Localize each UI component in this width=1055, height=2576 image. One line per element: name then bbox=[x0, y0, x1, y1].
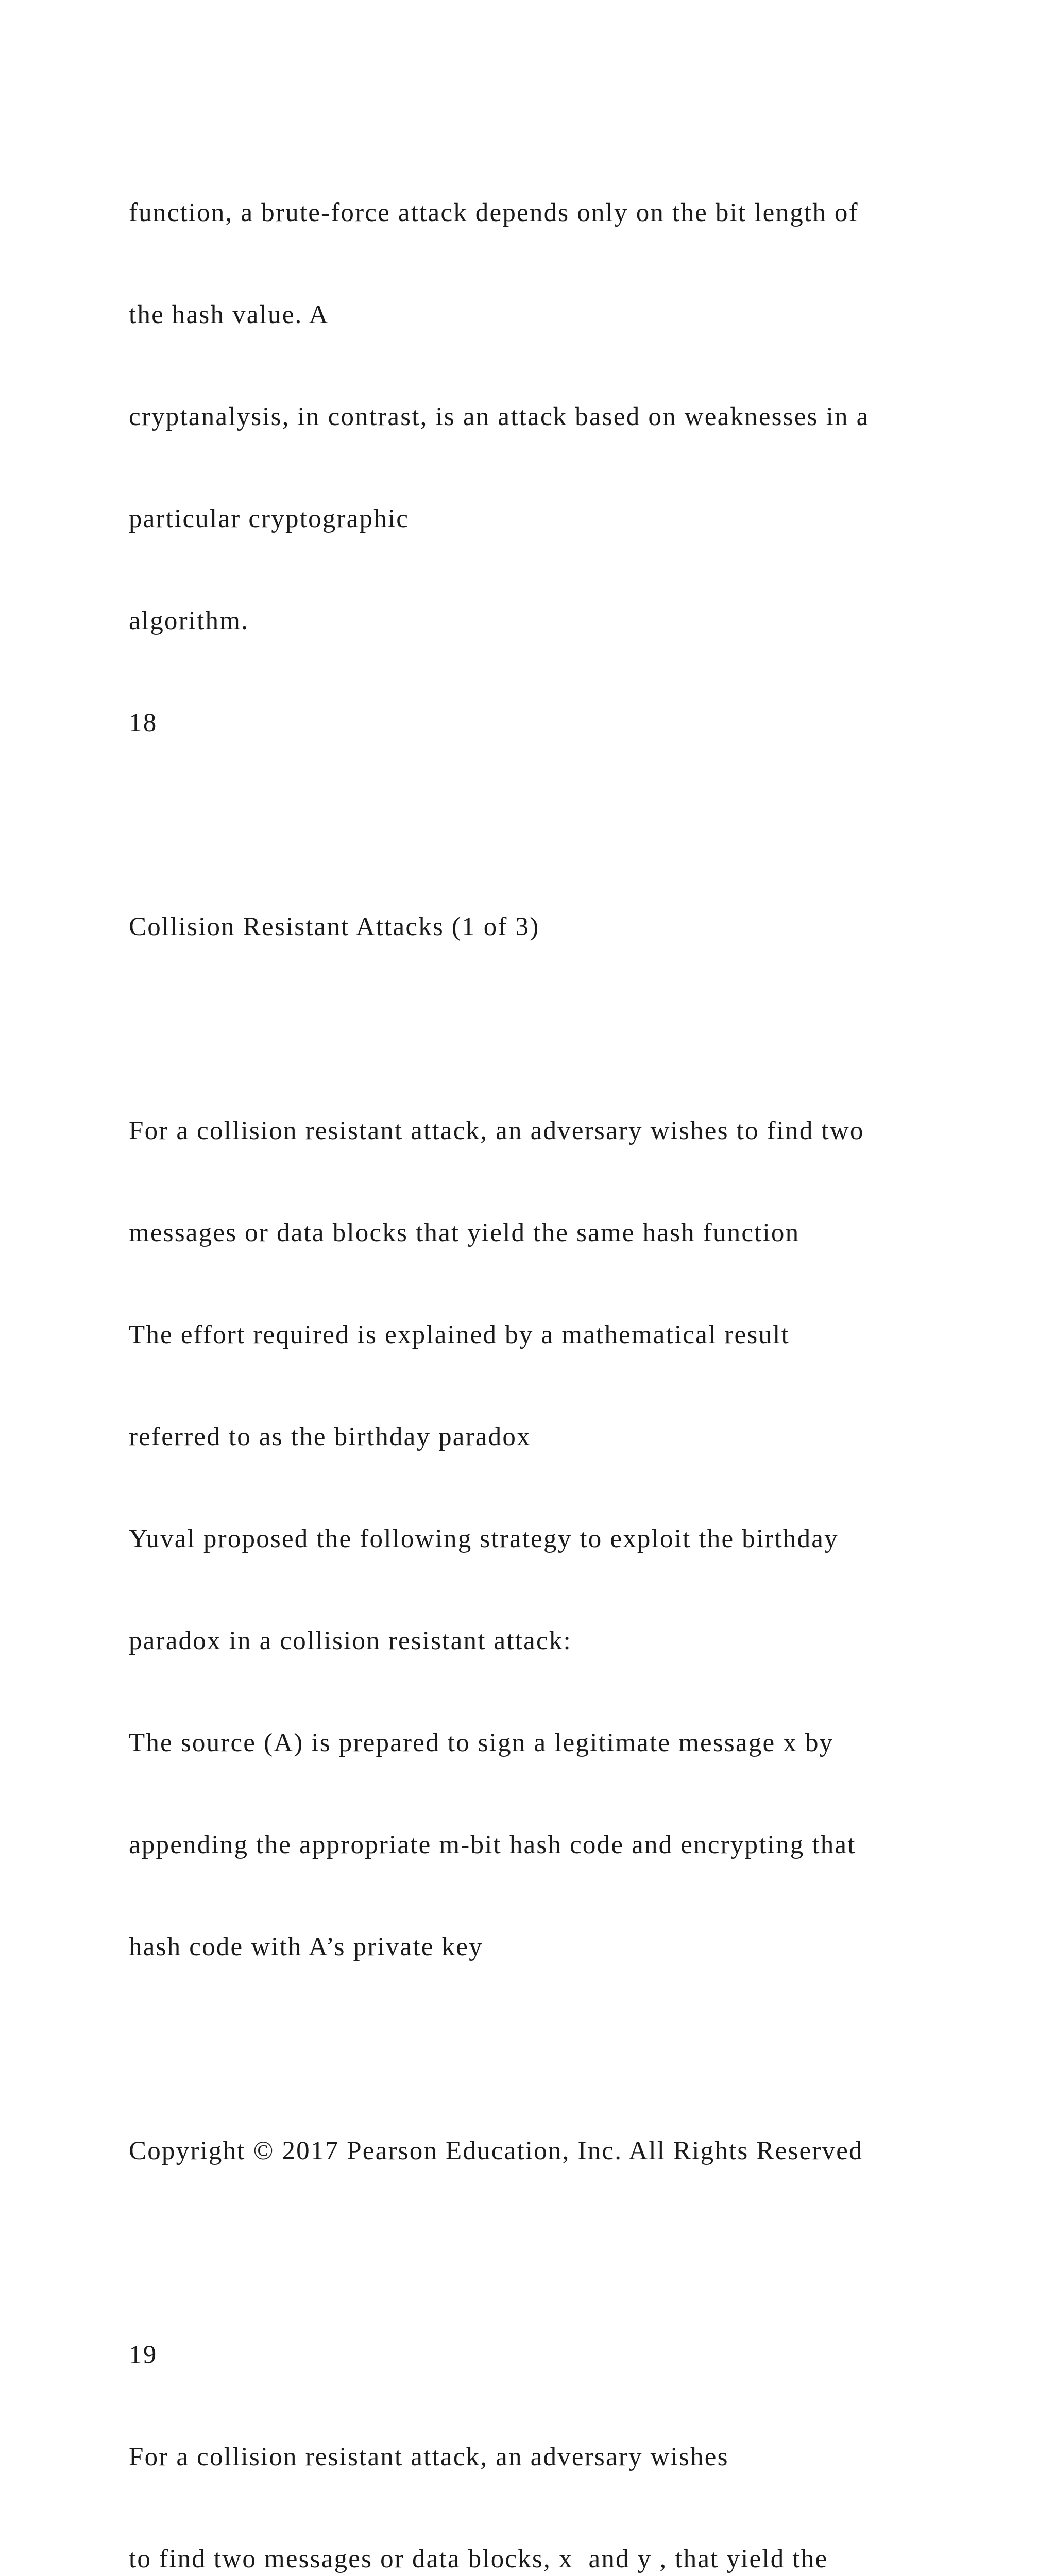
text-line: Yuval proposed the following strategy to exploit the birthday bbox=[129, 1524, 839, 1553]
text-line: the hash value. A bbox=[129, 300, 329, 329]
blank-line bbox=[129, 2236, 1046, 2270]
page-number: 18 bbox=[129, 708, 158, 737]
text-line: cryptanalysis, in contrast, is an attack based on weaknesses in a bbox=[129, 402, 870, 431]
text-line: appending the appropriate m-bit hash code and encrypting that bbox=[129, 1831, 856, 1859]
blank-line bbox=[129, 1012, 1046, 1046]
page-number: 19 bbox=[129, 2341, 158, 2369]
blank-line bbox=[129, 2032, 1046, 2066]
text-line: The effort required is explained by a mathematical result bbox=[129, 1320, 790, 1349]
text-line: For a collision resistant attack, an adversary wishes bbox=[129, 2443, 729, 2471]
text-line: For a collision resistant attack, an adversary wishes to find two bbox=[129, 1116, 864, 1145]
text-line: function, a brute-force attack depends only on the bit length of bbox=[129, 198, 859, 227]
document-text bbox=[129, 128, 1046, 2576]
text-line: particular cryptographic bbox=[129, 504, 410, 533]
text-line: algorithm. bbox=[129, 606, 249, 635]
text-line: messages or data blocks that yield the same hash function bbox=[129, 1218, 800, 1247]
copyright-notice: Copyright © 2017 Pearson Education, Inc. All Rights Reserved bbox=[129, 2137, 863, 2165]
text-line: to find two messages or data blocks, x and y , that yield the bbox=[129, 2545, 828, 2573]
text-line: paradox in a collision resistant attack: bbox=[129, 1626, 572, 1655]
section-heading: Collision Resistant Attacks (1 of 3) bbox=[129, 912, 540, 941]
text-line: hash code with A’s private key bbox=[129, 1933, 483, 1961]
text-line: The source (A) is prepared to sign a legitimate message x by bbox=[129, 1728, 834, 1757]
blank-line bbox=[129, 808, 1046, 842]
text-line: referred to as the birthday paradox bbox=[129, 1422, 531, 1451]
